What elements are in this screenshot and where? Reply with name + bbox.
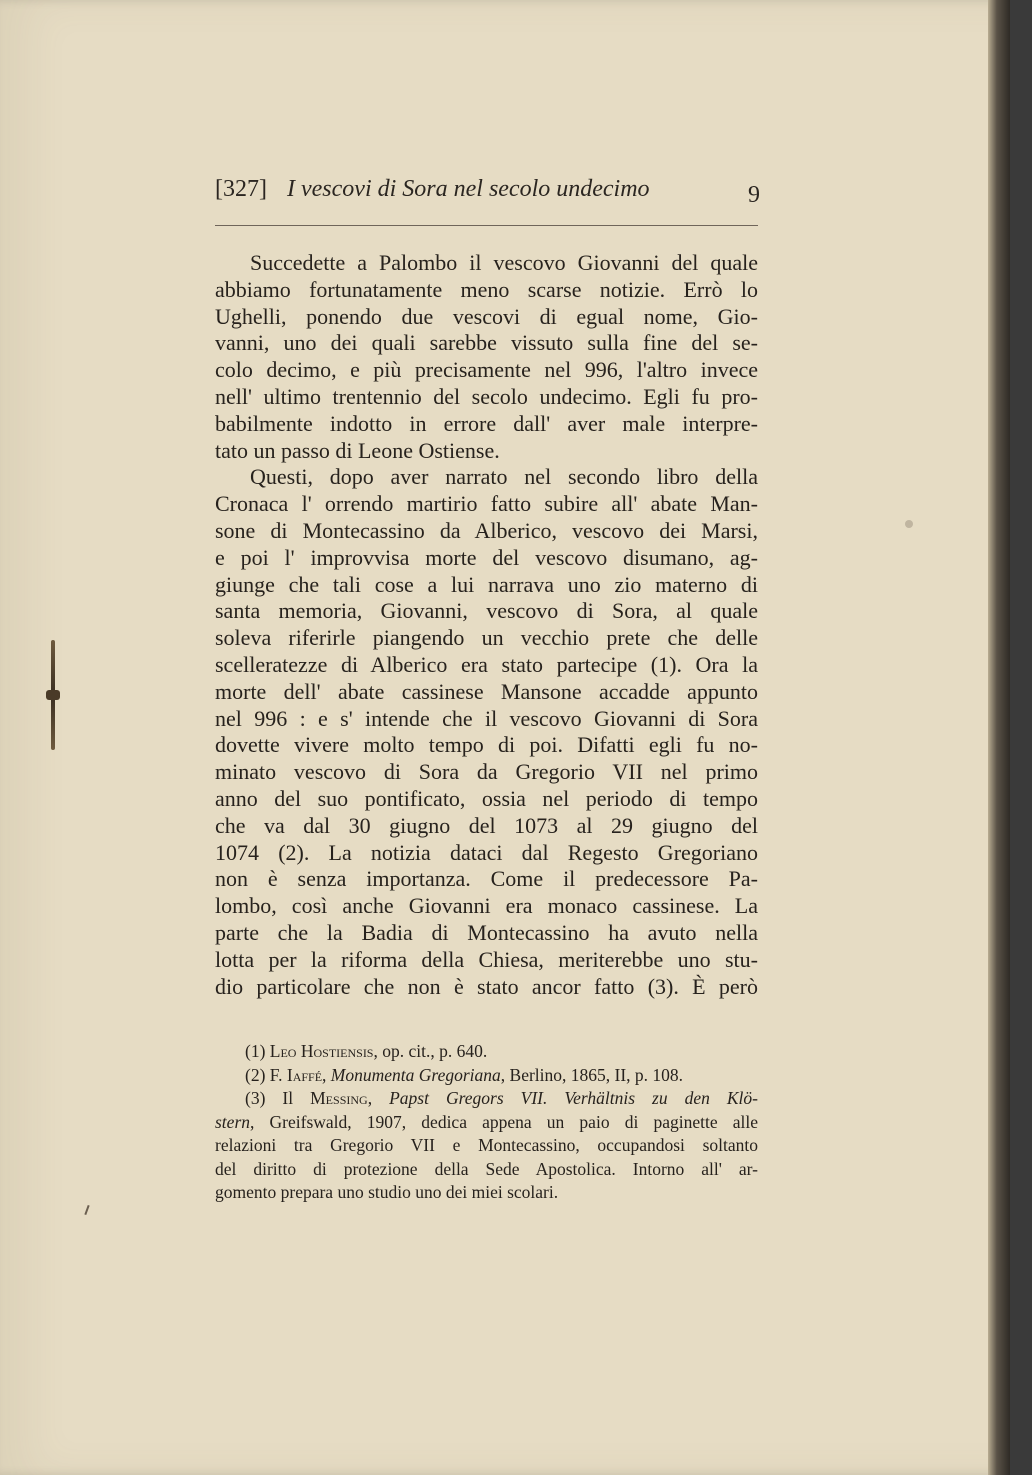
paper-spot [905, 520, 913, 528]
header-rule [215, 225, 758, 226]
page-reference: [327] [215, 176, 267, 202]
footnote-work: Monumenta Gregoriana [330, 1064, 501, 1085]
footnote-text: , Berlino, 1865, II, p. 108. [500, 1064, 684, 1085]
text-line: nel 996 : e s' intende che il vescovo Giovanni di Sora [215, 705, 758, 731]
footnote-author: Messing [310, 1088, 368, 1108]
footnotes [215, 1040, 758, 1205]
text-line: sone di Montecassino da Alberico, vescovo dei Marsi, [215, 517, 758, 543]
footnote-1 [215, 1040, 758, 1064]
text-line: babilmente indotto in errore dall' aver male interpre- [215, 410, 758, 436]
running-head [215, 176, 760, 216]
footnote-text: F. [269, 1064, 287, 1085]
text-line: 1074 (2). La notizia dataci dal Regesto Gregoriano [215, 839, 758, 865]
footnote-mark: (2) [245, 1064, 266, 1085]
footnote-work: Papst Gregors VII. Verhältnis zu den Klö- [389, 1088, 759, 1108]
text-line: tato un passo di Leone Ostiense. [215, 437, 500, 463]
footnote-3 [215, 1087, 758, 1111]
footnote-text: , [322, 1064, 331, 1085]
text-line: dio particolare che non è stato ancor fatto (3). È però [215, 973, 758, 999]
text-line: abbiamo fortunatamente meno scarse notizie. Errò lo [215, 276, 758, 302]
footnote-text: Il [282, 1088, 311, 1108]
text-line: dovette vivere molto tempo di poi. Difatti egli fu no- [215, 732, 758, 758]
footnote-3-line: relazioni tra Gregorio VII e Montecassino, occupandosi soltanto [215, 1135, 758, 1155]
text-line: vanni, uno dei quali sarebbe vissuto sulla fine del se- [215, 330, 758, 356]
footnote-3-line: del diritto di protezione della Sede Apostolica. Intorno all' ar- [215, 1158, 758, 1179]
text-line: Cronaca l' orrendo martirio fatto subire all' abate Man- [215, 491, 758, 517]
text-line: e poi l' improvvisa morte del vescovo disumano, ag- [215, 544, 758, 570]
text-line: scelleratezze di Alberico era stato partecipe (1). Ora la [215, 651, 758, 677]
text-line: Succedette a Palombo il vescovo Giovanni del quale [250, 250, 758, 275]
text-line: minato vescovo di Sora da Gregorio VII nel primo [215, 759, 758, 785]
page-number: 9 [748, 182, 760, 208]
footnote-mark: (1) [245, 1041, 266, 1061]
text-line: lombo, così anche Giovanni era monaco cassinese. La [215, 893, 758, 919]
text-line: giunge che tali cose a lui narrava uno zio materno di [215, 571, 758, 597]
text-line: Ughelli, ponendo due vescovi di egual nome, Gio- [215, 303, 758, 329]
footnote-text: , Greifswald, 1907, dedica appena un paio di paginette alle [250, 1111, 758, 1132]
text-line: nell' ultimo trentennio del secolo undecimo. Egli fu pro- [215, 383, 758, 409]
text-line: che va dal 30 giugno del 1073 al 29 giugno del [215, 812, 758, 838]
text-line: parte che la Badia di Montecassino ha avuto nella [215, 919, 758, 945]
footnote-author: Leo Hostiensis [269, 1041, 374, 1061]
footnote-3-line [215, 1111, 758, 1135]
page-edge [988, 0, 1010, 1475]
text-line: soleva riferirle piangendo un vecchio prete che delle [215, 625, 758, 651]
ink-mark [84, 1205, 89, 1215]
text-line: santa memoria, Giovanni, vescovo di Sora, al quale [215, 598, 758, 624]
footnote-2 [215, 1064, 758, 1088]
text-line: Questi, dopo aver narrato nel secondo libro della [250, 464, 758, 490]
text-line: morte dell' abate cassinese Mansone accadde appunto [215, 678, 758, 704]
footnote-text: , [367, 1088, 390, 1108]
footnote-text: , op. cit., p. 640. [373, 1041, 488, 1061]
text-line: colo decimo, e più precisamente nel 996, l'altro invece [215, 357, 758, 383]
text-line: anno del suo pontificato, ossia nel periodo di tempo [215, 785, 758, 811]
text-line: non è senza importanza. Come il predecessore Pa- [215, 866, 758, 892]
footnote-author: Iaffé [286, 1064, 323, 1085]
footnote-3-line: gomento prepara uno studio uno dei miei scolari. [215, 1182, 559, 1202]
running-title: I vescovi di Sora nel secolo undecimo [287, 176, 650, 202]
text-line: lotta per la riforma della Chiesa, meriterebbe uno stu- [215, 946, 758, 972]
footnote-work: stern [215, 1111, 250, 1132]
footnote-mark: (3) [245, 1088, 266, 1108]
binding-thread [46, 640, 60, 750]
body-text [215, 250, 758, 1000]
